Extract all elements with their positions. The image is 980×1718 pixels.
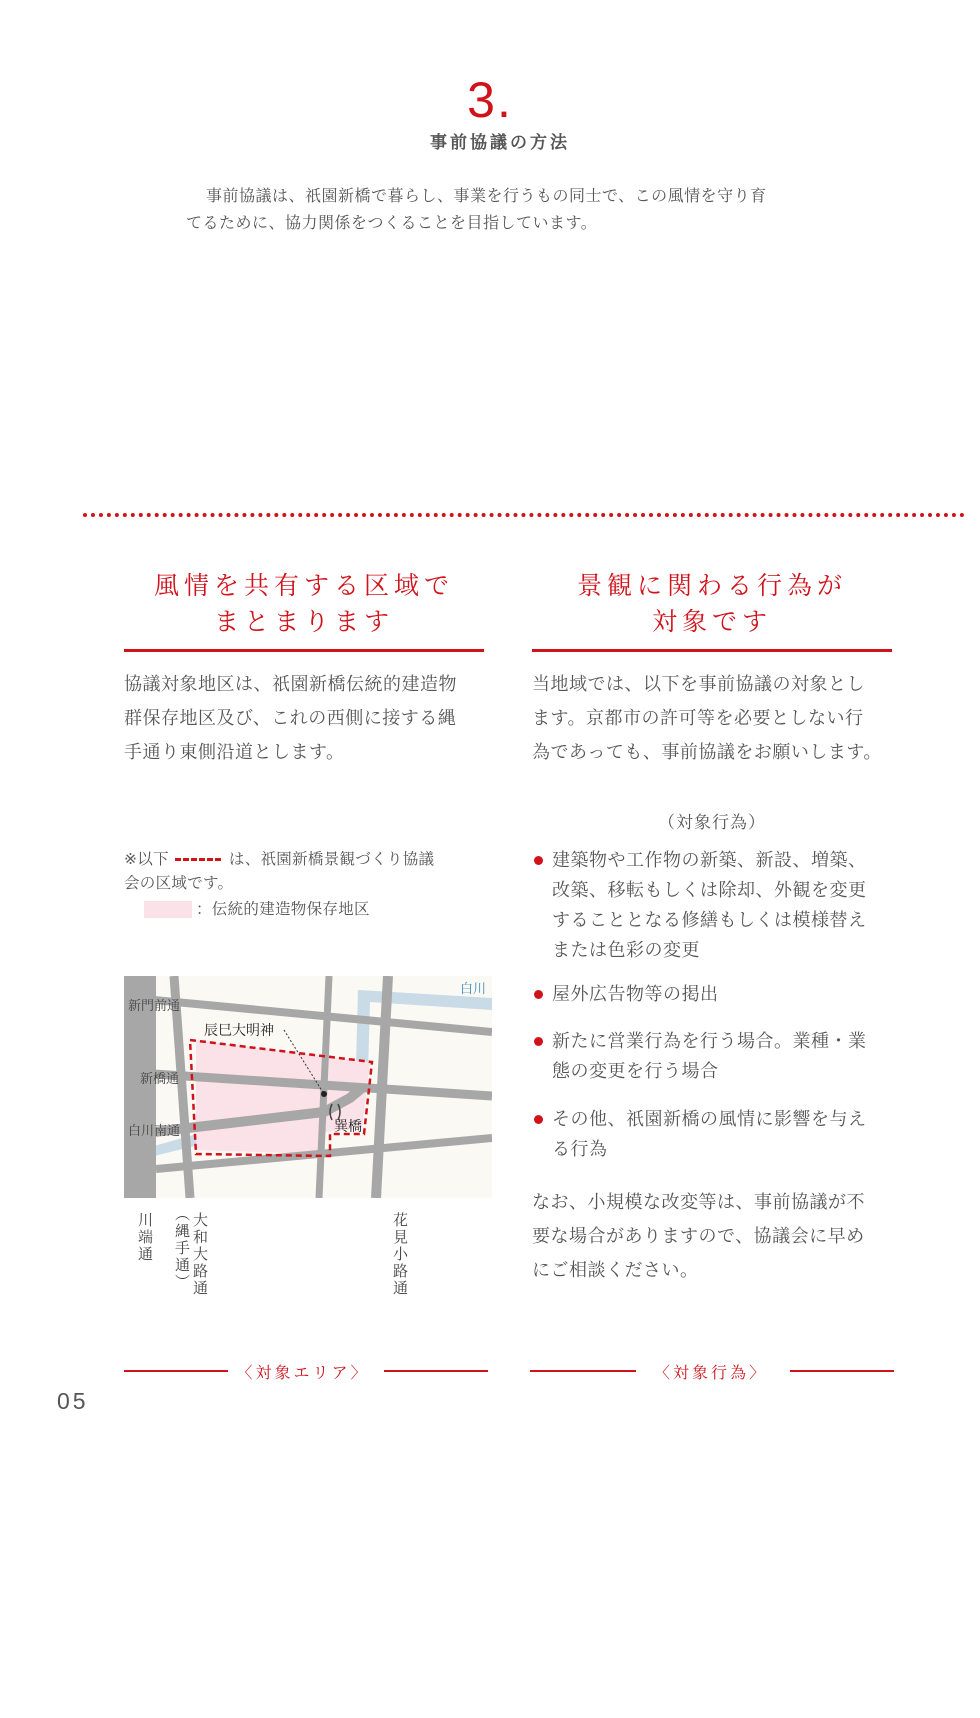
left-heading-line: 風情を共有する区域で	[153, 571, 454, 600]
shinbashi-label: 新橋通	[140, 1072, 180, 1087]
tatsumi-shrine-label: 辰巳大明神	[204, 1023, 274, 1039]
left-body-line: 手通り東側沿道とします。	[124, 742, 345, 763]
dotted-divider	[83, 513, 965, 517]
closing-line: にご相談ください。	[532, 1260, 699, 1281]
right-body	[532, 668, 912, 770]
boundary-note	[124, 847, 504, 921]
dashed-line-sample-icon	[175, 858, 221, 861]
intro-paragraph	[186, 182, 826, 236]
bullet-line: 改築、移転もしくは除却、外観を変更	[552, 880, 867, 901]
right-heading	[532, 568, 892, 640]
bullet-line: 態の変更を行う場合	[552, 1061, 719, 1082]
yamato-street-label: 大和大路通	[191, 1212, 209, 1297]
right-body-line: ます。京都市の許可等を必要としない行	[532, 708, 864, 729]
right-body-line: 当地域では、以下を事前協議の対象とし	[532, 674, 865, 695]
left-heading	[124, 568, 484, 640]
bullet-dot-icon	[534, 1115, 543, 1124]
target-acts-list	[534, 846, 914, 1165]
footer-rule	[530, 1370, 636, 1372]
footer-label-acts: 〈対象行為〉	[653, 1363, 768, 1382]
note-line2: 会の区域です。	[124, 874, 234, 892]
footer-rule	[384, 1370, 488, 1372]
hanamikoji-street-label: 花見小路通	[391, 1212, 409, 1297]
section-number: 3.	[467, 72, 513, 128]
shirakawa-label: 白川	[459, 982, 486, 997]
note-prefix: ※以下	[124, 850, 169, 868]
target-act-item	[534, 846, 914, 966]
target-acts-subheading: （対象行為）	[658, 813, 766, 833]
right-heading-line: 景観に関わる行為が	[576, 571, 847, 600]
shirakawa-minami-label: 白川南通	[128, 1124, 181, 1139]
target-act-item	[534, 980, 914, 1010]
intro-line: 事前協議は、祇園新橋で暮らし、事業を行うもの同士で、この風情を守り育	[206, 186, 767, 205]
area-map	[124, 976, 492, 1198]
closing-line: 要な場合がありますので、協議会に早め	[532, 1226, 865, 1247]
nawate-street-label: （縄手通）	[173, 1206, 191, 1291]
shinmonzen-label: 新門前通	[128, 999, 181, 1014]
intro-line: てるために、協力関係をつくることを目指しています。	[186, 213, 598, 232]
page-number: 05	[57, 1388, 89, 1414]
footer-label-area: 〈対象エリア〉	[236, 1363, 370, 1382]
bullet-line: 建築物や工作物の新築、新設、増築、	[552, 850, 867, 871]
left-body-line: 群保存地区及び、これの西側に接する縄	[124, 708, 457, 729]
right-heading-rule	[532, 649, 892, 652]
note-suffix: は、祇園新橋景観づくり協議	[228, 850, 435, 868]
bullet-line: 屋外広告物等の掲出	[552, 984, 719, 1005]
footer-rule	[124, 1370, 228, 1372]
left-body	[124, 668, 494, 770]
right-heading-line: 対象です	[651, 607, 772, 636]
bullet-dot-icon	[534, 1037, 543, 1046]
bullet-line: または色彩の変更	[552, 940, 700, 961]
bullet-line: 新たに営業行為を行う場合。業種・業	[552, 1031, 867, 1052]
target-act-item	[534, 1105, 914, 1165]
legend-text: ：伝統的建造物保存地区	[196, 900, 370, 918]
section-title: 事前協議の方法	[430, 133, 570, 153]
tatsumibashi-label: 巽橋	[334, 1119, 362, 1135]
bullet-line: することとなる修繕もしくは模様替え	[552, 910, 867, 931]
left-heading-line: まとまります	[213, 607, 394, 636]
closing-note	[532, 1186, 912, 1288]
bullet-dot-icon	[534, 990, 543, 999]
bullet-line: その他、祇園新橋の風情に影響を与え	[552, 1109, 867, 1130]
bullet-line: る行為	[552, 1139, 608, 1160]
closing-line: なお、小規模な改変等は、事前協議が不	[532, 1192, 865, 1213]
target-act-item	[534, 1027, 914, 1087]
kawabata-street-label: 川端通	[136, 1212, 154, 1263]
left-body-line: 協議対象地区は、祇園新橋伝統的建造物	[124, 674, 457, 695]
left-heading-rule	[124, 649, 484, 652]
shrine-marker-icon	[321, 1091, 327, 1097]
footer-rule	[790, 1370, 894, 1372]
bullet-dot-icon	[534, 856, 543, 865]
right-body-line: 為であっても、事前協議をお願いします。	[532, 742, 882, 763]
preservation-swatch-icon	[144, 901, 192, 918]
